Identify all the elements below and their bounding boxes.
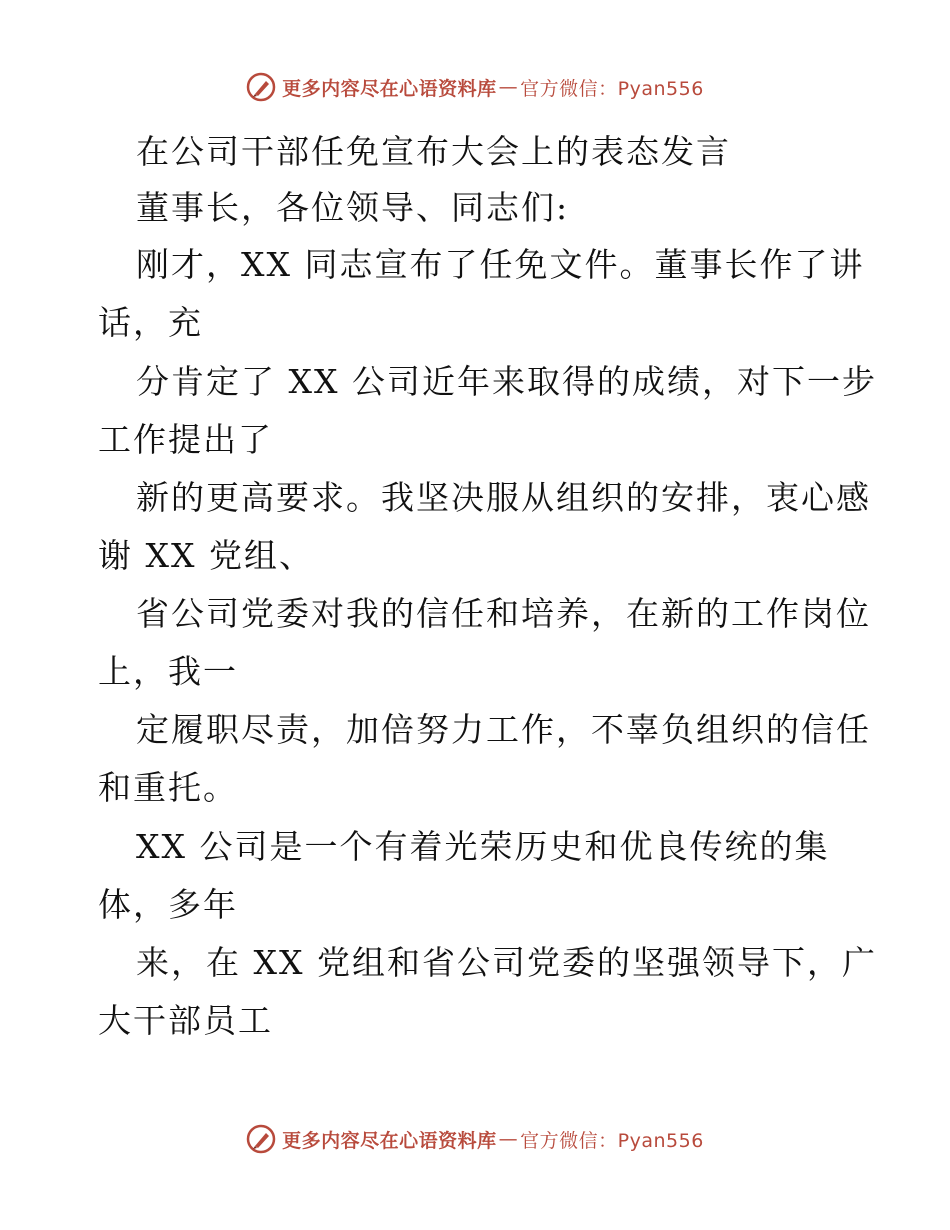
salutation-line: 董事长，各位领导、同志们: — [136, 188, 570, 227]
watermark-site-text: 更多内容尽在心语资料库 — [282, 77, 497, 100]
watermark-site-text: 更多内容尽在心语资料库 — [282, 1129, 497, 1152]
paragraph-line: 分肯定了 XX 公司近年来取得的成绩，对下一步 — [136, 362, 877, 401]
paragraph-line: 谢 XX 党组、 — [98, 536, 314, 575]
watermark-separator: — — [498, 1128, 519, 1150]
document-title: 在公司干部任免宣布大会上的表态发言 — [136, 132, 731, 171]
pen-seal-logo-icon — [246, 72, 276, 102]
watermark-footer — [0, 1124, 950, 1154]
watermark-wechat-text: 官方微信：Pyan556 — [520, 1129, 704, 1152]
paragraph-line: 省公司党委对我的信任和培养，在新的工作岗位 — [136, 594, 871, 633]
paragraph-line: 来，在 XX 党组和省公司党委的坚强领导下，广 — [136, 943, 877, 982]
paragraph-line: 体，多年 — [98, 885, 238, 924]
paragraph-line: 话，充 — [98, 303, 203, 342]
paragraph-line: 新的更高要求。我坚决服从组织的安排，衷心感 — [136, 478, 871, 517]
watermark-header — [0, 72, 950, 102]
paragraph-line: 和重托。 — [98, 768, 238, 807]
paragraph-line: 刚才，XX 同志宣布了任免文件。董事长作了讲 — [136, 245, 865, 284]
paragraph-line: XX 公司是一个有着光荣历史和优良传统的集 — [136, 827, 830, 866]
watermark-wechat-text: 官方微信：Pyan556 — [520, 77, 704, 100]
paragraph-line: 工作提出了 — [98, 420, 273, 459]
paragraph-line: 大干部员工 — [98, 1001, 273, 1040]
pen-seal-logo-icon — [246, 1124, 276, 1154]
watermark-separator: — — [498, 76, 519, 98]
paragraph-line: 定履职尽责，加倍努力工作，不辜负组织的信任 — [136, 710, 871, 749]
paragraph-line: 上，我一 — [98, 652, 238, 691]
